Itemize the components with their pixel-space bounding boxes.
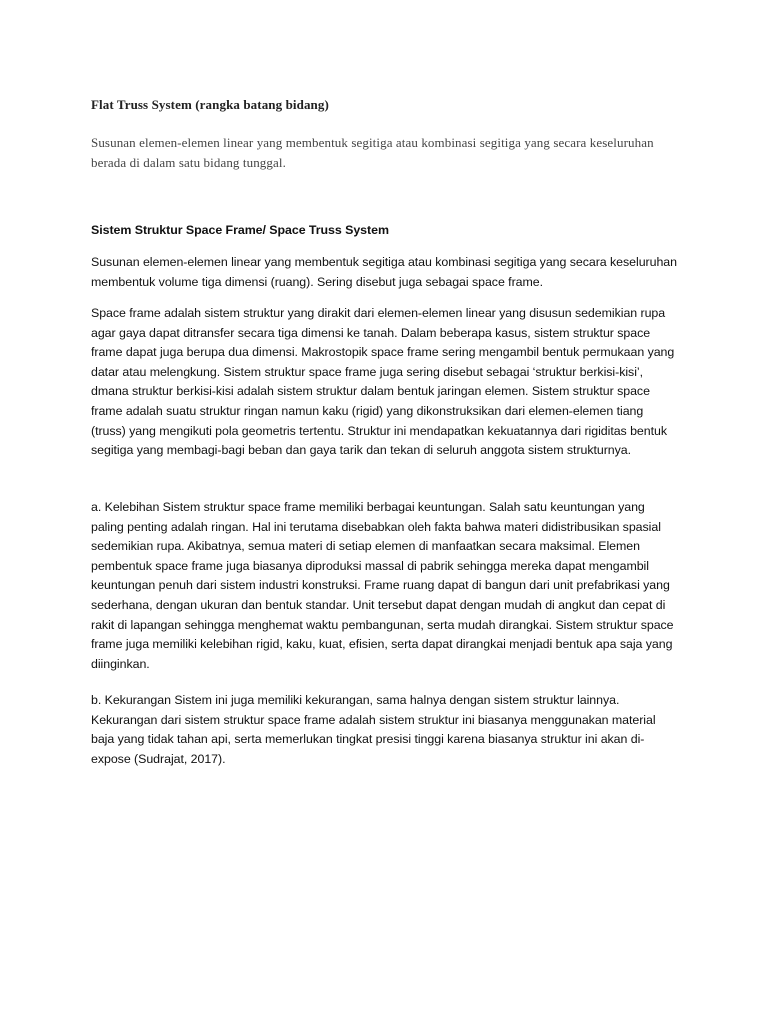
kekurangan-paragraph	[91, 691, 679, 769]
paragraph-text: b. Kekurangan Sistem ini juga memiliki kekurangan, sama halnya dengan sistem struktur lainnya. Kekurangan dari sistem struktur space frame adalah sistem struktur ini biasanya menggunakan material baja yang tidak tahan api, serta memerlukan tingkat presisi tinggi karena biasanya struktur ini akan di-expose (Sudrajat, 2017).	[91, 693, 656, 766]
flat-truss-paragraph	[91, 133, 681, 173]
paragraph-text: Susunan elemen-elemen linear yang membentuk segitiga atau kombinasi segitiga yang secara keseluruhan membentuk volume tiga dimensi (ruang). Sering disebut juga sebagai space frame.	[91, 255, 677, 289]
space-frame-paragraph-1	[91, 253, 679, 292]
section-title-flat-truss: Flat Truss System (rangka batang bidang)	[91, 97, 329, 112]
kelebihan-paragraph	[91, 498, 679, 674]
space-frame-paragraph-2	[91, 304, 679, 461]
paragraph-text: Susunan elemen-elemen linear yang membentuk segitiga atau kombinasi segitiga yang secara keseluruhan berada di dalam satu bidang tunggal.	[91, 135, 654, 170]
section-title-space-frame: Sistem Struktur Space Frame/ Space Truss System	[91, 223, 389, 237]
paragraph-text: a. Kelebihan Sistem struktur space frame memiliki berbagai keuntungan. Salah satu keuntungan yang paling penting adalah ringan. Hal ini terutama disebabkan oleh fakta bahwa materi didistribusikan spasial sedemikian rupa. Akibatnya, semua materi di setiap elemen di manfaatkan secara maksimal. Elemen pembentuk space frame juga biasanya diproduksi massal di pabrik sehingga mereka dapat mengambil keuntungan penuh dari sistem industri konstruksi. Frame ruang dapat di bangun dari unit prefabrikasi yang sederhana, dengan ukuran dan bentuk standar. Unit tersebut dapat dengan mudah di angkut dan cepat di rakit di lapangan sehingga menghemat waktu pembangunan, serta mudah dirangkai. Sistem struktur space frame juga memiliki kelebihan rigid, kaku, kuat, efisien, serta dapat dirangkai menjadi bentuk apa saja yang diinginkan.	[91, 500, 674, 671]
paragraph-text: Space frame adalah sistem struktur yang dirakit dari elemen-elemen linear yang disusun sedemikian rupa agar gaya dapat ditransfer secara tiga dimensi ke tanah. Dalam beberapa kasus, sistem struktur space frame dapat juga berupa dua dimensi. Makrostopik space frame sering mengambil bentuk permukaan yang datar atau melengkung. Sistem struktur space frame juga sering disebut sebagai ‘struktur berkisi-kisi’, dmana struktur berkisi-kisi adalah sistem struktur dalam bentuk jaringan elemen. Sistem struktur space frame adalah suatu struktur ringan namun kaku (rigid) yang dikonstruksikan dari elemen-elemen tiang (truss) yang mengikuti pola geometris tertentu. Struktur ini mendapatkan kekuatannya dari rigiditas bentuk segitiga yang membagi-bagi beban dan gaya tarik dan tekan di seluruh anggota sistem strukturnya.	[91, 306, 675, 458]
